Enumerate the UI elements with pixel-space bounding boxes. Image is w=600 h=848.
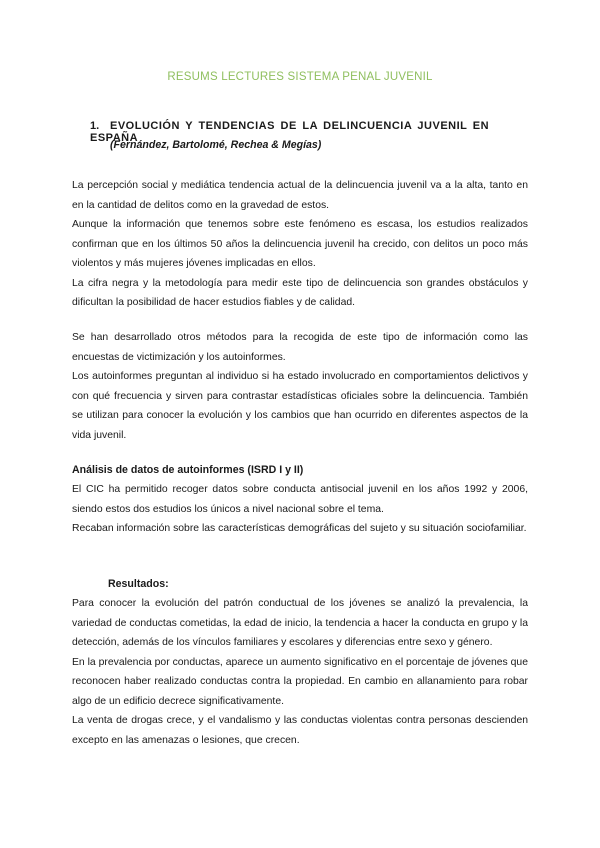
section-heading-text: EVOLUCIÓN Y TENDENCIAS DE LA DELINCUENCIA JUVENIL EN ESPAÑA bbox=[90, 120, 490, 144]
section-authors: (Fernández, Bartolomé, Rechea & Megías) bbox=[110, 139, 322, 151]
analysis-paragraphs bbox=[72, 480, 528, 539]
paragraph: Aunque la información que tenemos sobre este fenómeno es escasa, los estudios realizados confirman que en los últimos 50 años la delincuencia juvenil ha crecido, con delitos un poco más violentos y más mujeres jóvenes implicadas en ellos. bbox=[72, 219, 528, 269]
paragraph: El CIC ha permitido recoger datos sobre conducta antisocial juvenil en los años 1992 y 2006, siendo estos dos estudios los únicos a nivel nacional sobre el tema. bbox=[72, 484, 528, 515]
methods-paragraphs bbox=[72, 328, 528, 445]
paragraph: Los autoinformes preguntan al individuo si ha estado involucrado en comportamientos delictivos y con qué frecuencia y sirven para contrastar estadísticas oficiales sobre la delincuencia. También se utilizan para conocer la evolución y los cambios que han ocurrido en diferentes aspectos de la vida juvenil. bbox=[72, 371, 528, 441]
results-heading: Resultados: bbox=[108, 578, 169, 590]
intro-paragraphs bbox=[72, 176, 528, 313]
paragraph: La percepción social y mediática tendencia actual de la delincuencia juvenil va a la alta, tanto en en la cantidad de delitos como en la gravedad de estos. bbox=[72, 180, 528, 211]
results-paragraphs bbox=[72, 594, 528, 750]
paragraph: Para conocer la evolución del patrón conductual de los jóvenes se analizó la prevalencia, la variedad de conductas cometidas, la edad de inicio, la tendencia a hacer la conducta en grupo y la detección, además de los vínculos familiares y escolares y diferencias entre sexo y género. bbox=[72, 598, 528, 648]
paragraph: Se han desarrollado otros métodos para la recogida de este tipo de información como las encuestas de victimización y los autoinformes. bbox=[72, 332, 528, 363]
document-title: RESUMS LECTURES SISTEMA PENAL JUVENIL bbox=[167, 71, 433, 83]
paragraph: Recaban información sobre las características demográficas del sujeto y su situación sociofamiliar. bbox=[72, 523, 527, 534]
paragraph: En la prevalencia por conductas, aparece un aumento significativo en el porcentaje de jóvenes que reconocen haber realizado conductas contra la propiedad. En cambio en allanamiento para robar algo de un edificio decrece significativamente. bbox=[72, 656, 528, 707]
paragraph: La cifra negra y la metodología para medir este tipo de delincuencia son grandes obstáculos y dificultan la posibilidad de hacer estudios fiables y de calidad. bbox=[72, 277, 528, 308]
analysis-heading: Análisis de datos de autoinformes (ISRD I y II) bbox=[72, 464, 304, 476]
section-number: 1. bbox=[90, 120, 100, 132]
paragraph: La venta de drogas crece, y el vandalismo y las conductas violentas contra personas descienden excepto en las amenazas o lesiones, que crecen. bbox=[72, 715, 528, 746]
